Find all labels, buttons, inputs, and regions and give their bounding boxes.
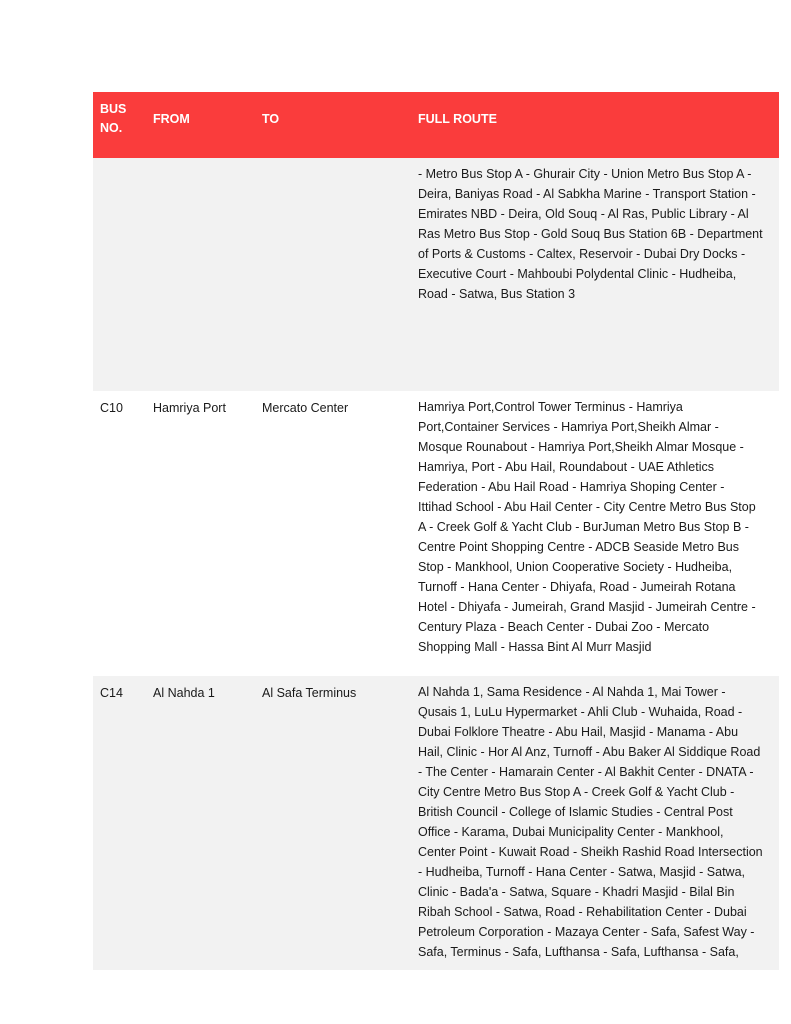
route-line: Ittihad School - Abu Hail Center - City Centre Metro Bus Stop	[418, 500, 756, 514]
to-cell: Al Safa Terminus	[262, 686, 357, 700]
route-cell	[418, 158, 774, 323]
route-line: City Centre Metro Bus Stop A - Creek Golf & Yacht Club -	[418, 785, 735, 799]
header-to: TO	[262, 112, 280, 126]
header-full-route: FULL ROUTE	[418, 112, 497, 126]
route-line: Office - Karama, Dubai Municipality Center - Mankhool,	[418, 825, 724, 839]
route-line: Hamriya, Port - Abu Hail, Roundabout - UAE Athletics	[418, 460, 714, 474]
header-from: FROM	[153, 112, 190, 126]
from-cell: Hamriya Port	[153, 401, 226, 415]
route-line: Safa, Terminus - Safa, Lufthansa - Safa, Lufthansa - Safa,	[418, 945, 739, 959]
route-line: Mosque Rounabout - Hamriya Port,Sheikh Almar Mosque -	[418, 440, 744, 454]
route-cell	[418, 391, 774, 676]
route-line: - Metro Bus Stop A - Ghurair City - Union Metro Bus Stop A -	[418, 167, 752, 181]
route-line: Qusais 1, LuLu Hypermarket - Ahli Club - Wuhaida, Road -	[418, 705, 743, 719]
route-line: Ribah School - Satwa, Road - Rehabilitation Center - Dubai	[418, 905, 747, 919]
route-line: Deira, Baniyas Road - Al Sabkha Marine - Transport Station -	[418, 187, 756, 201]
route-line: Hail, Clinic - Hor Al Anz, Turnoff - Abu Baker Al Siddique Road	[418, 745, 761, 759]
route-line: Hamriya Port,Control Tower Terminus - Hamriya	[418, 400, 683, 414]
route-line: Petroleum Corporation - Mazaya Center - Safa, Safest Way -	[418, 925, 755, 939]
route-line: Dubai Folklore Theatre - Abu Hail, Masjid - Manama - Abu	[418, 725, 739, 739]
header-bus-no: BUS NO.	[100, 102, 127, 135]
route-line: of Ports & Customs - Caltex, Reservoir - Dubai Dry Docks -	[418, 247, 746, 261]
route-line: - Hudheiba, Turnoff - Hana Center - Satwa, Masjid - Satwa,	[418, 865, 746, 879]
route-line: Turnoff - Hana Center - Dhiyafa, Road - Jumeirah Rotana	[418, 580, 736, 594]
table-row	[93, 391, 779, 676]
route-line: Emirates NBD - Deira, Old Souq - Al Ras, Public Library - Al	[418, 207, 749, 221]
route-line: Century Plaza - Beach Center - Dubai Zoo - Mercato	[418, 620, 710, 634]
route-line: British Council - College of Islamic Studies - Central Post	[418, 805, 733, 819]
bus-no-cell: C14	[100, 686, 123, 700]
route-line: Executive Court - Mahboubi Polydental Clinic - Hudheiba,	[418, 267, 737, 281]
route-cell	[418, 676, 774, 981]
route-line: Hotel - Dhiyafa - Jumeirah, Grand Masjid - Jumeirah Centre -	[418, 600, 756, 614]
route-line: Federation - Abu Hail Road - Hamriya Shoping Center -	[418, 480, 725, 494]
route-line: Stop - Mankhool, Union Cooperative Society - Hudheiba,	[418, 560, 733, 574]
from-cell: Al Nahda 1	[153, 686, 215, 700]
route-line: Road - Satwa, Bus Station 3	[418, 287, 576, 301]
table-row	[93, 158, 779, 391]
route-line: Centre Point Shopping Centre - ADCB Seaside Metro Bus	[418, 540, 740, 554]
route-line: - The Center - Hamarain Center - Al Bakhit Center - DNATA -	[418, 765, 754, 779]
route-line: Ras Metro Bus Stop - Gold Souq Bus Station 6B - Department	[418, 227, 763, 241]
table-row	[93, 676, 779, 970]
route-line: A - Creek Golf & Yacht Club - BurJuman Metro Bus Stop B -	[418, 520, 749, 534]
route-line: Clinic - Bada'a - Satwa, Square - Khadri Masjid - Bilal Bin	[418, 885, 735, 899]
route-line: Shopping Mall - Hassa Bint Al Murr Masjid	[418, 640, 652, 654]
to-cell: Mercato Center	[262, 401, 349, 415]
table-header	[93, 92, 779, 158]
bus-no-cell: C10	[100, 401, 123, 415]
bus-route-table	[93, 92, 779, 970]
route-line: Port,Container Services - Hamriya Port,Sheikh Almar -	[418, 420, 719, 434]
route-line: Al Nahda 1, Sama Residence - Al Nahda 1, Mai Tower -	[418, 685, 726, 699]
route-line: Center Point - Kuwait Road - Sheikh Rashid Road Intersection	[418, 845, 763, 859]
